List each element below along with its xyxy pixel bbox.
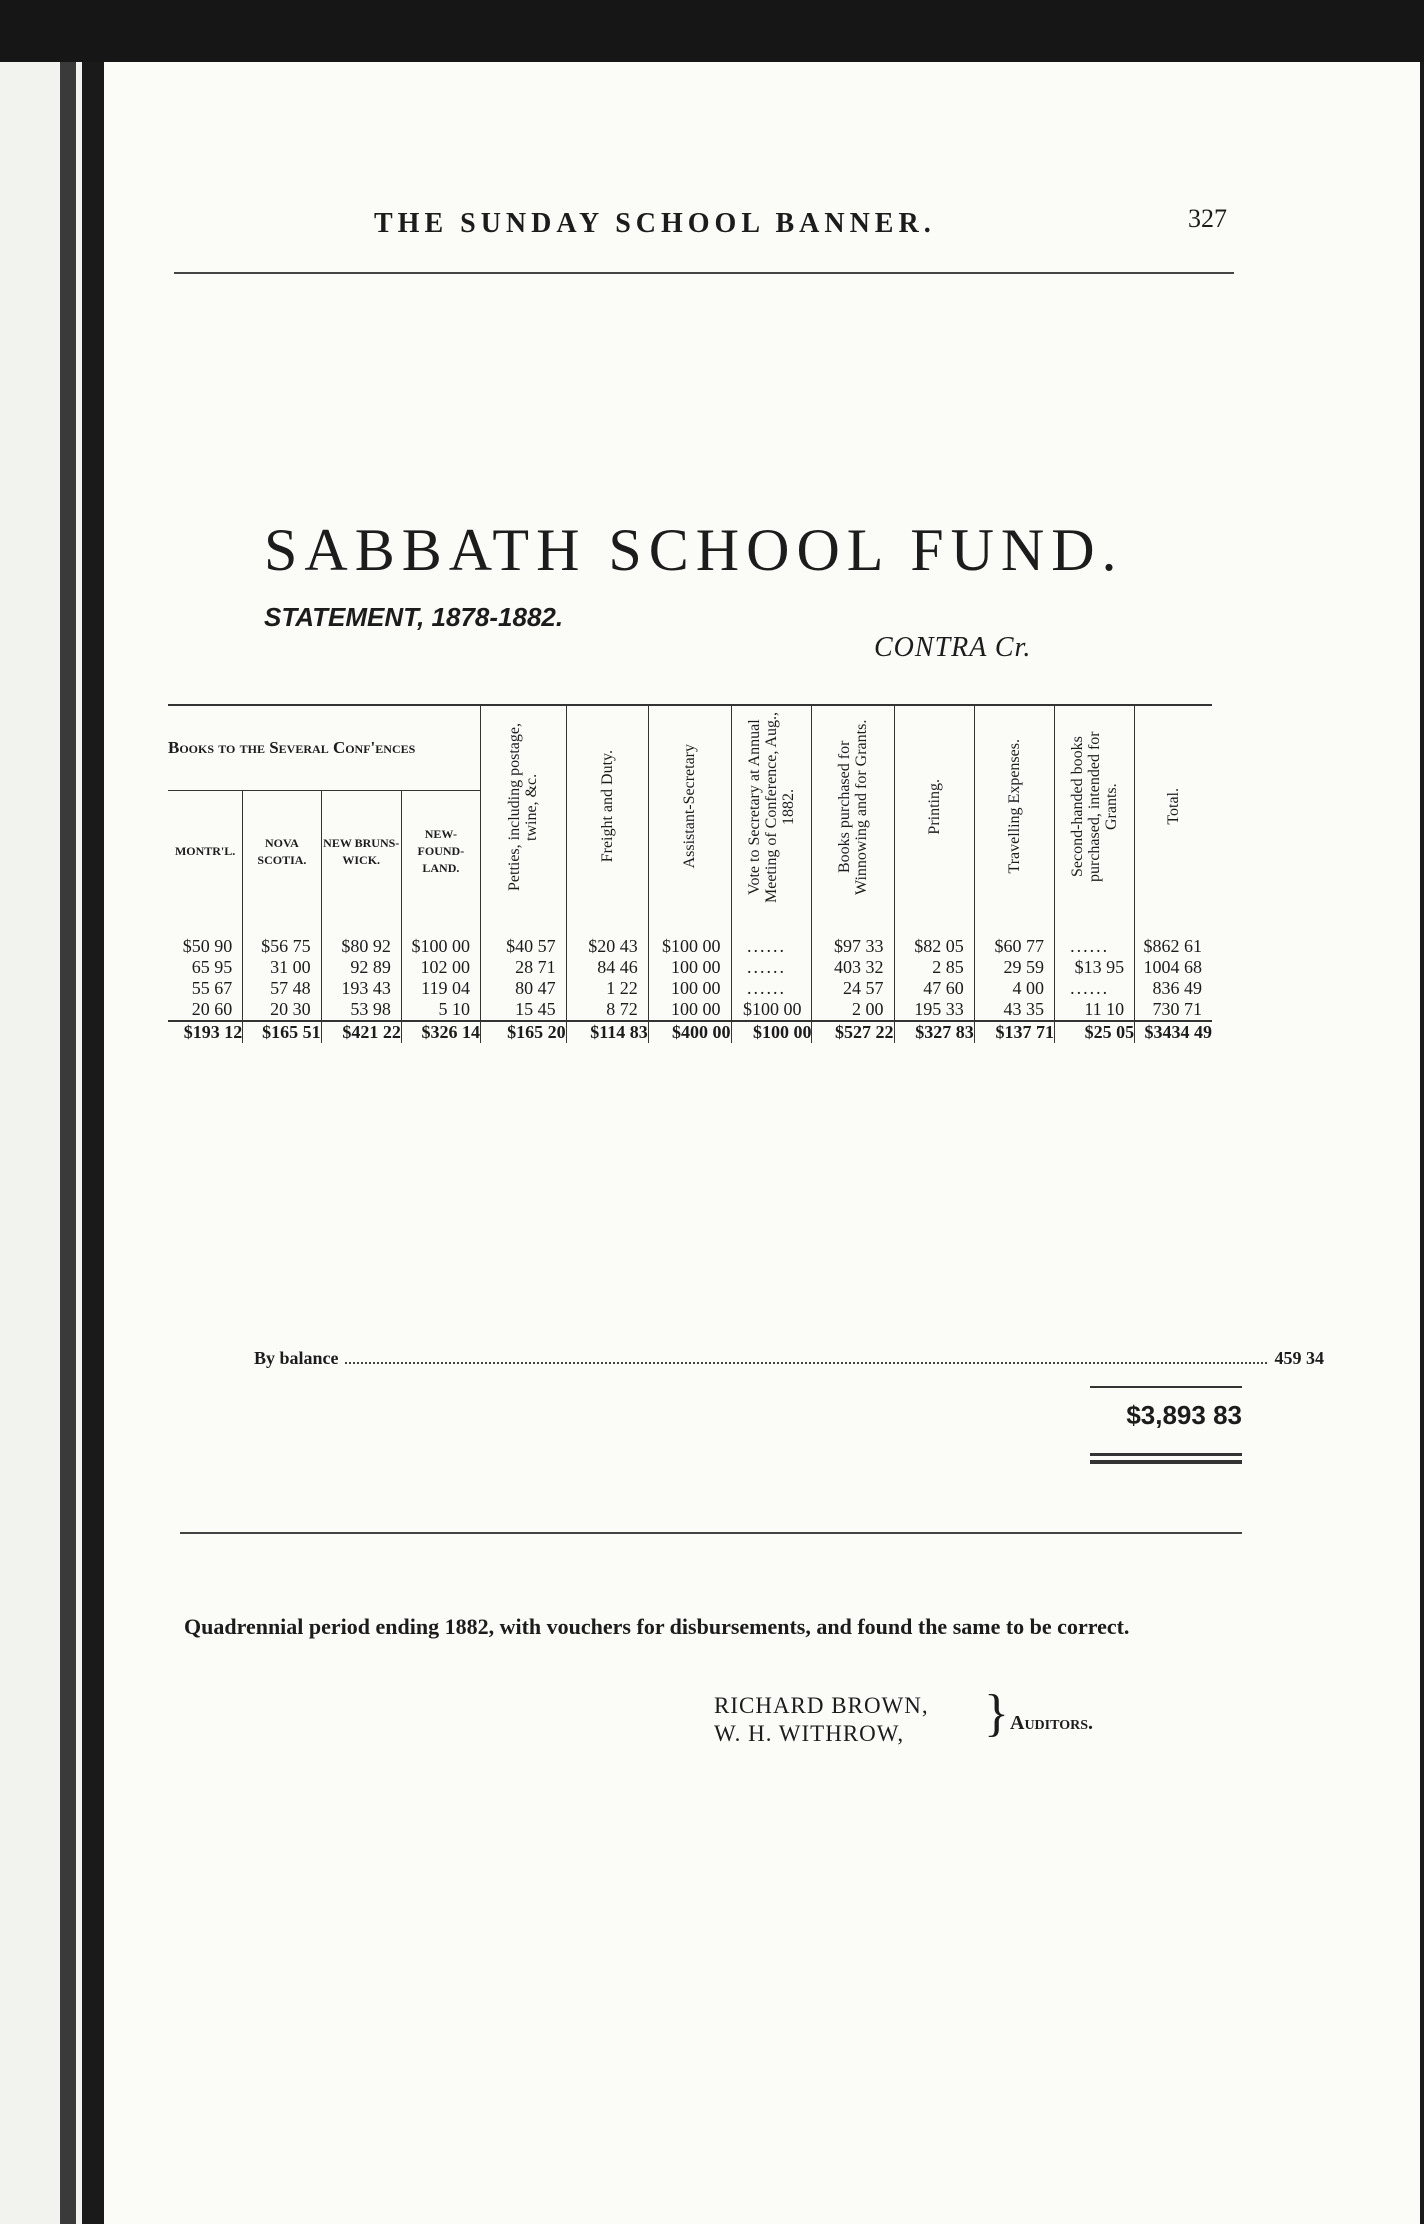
auditor-signatures	[714, 1692, 929, 1748]
contra-credit-label: CONTRA Cr.	[874, 632, 1032, 663]
table-cell: 29 59	[974, 957, 1054, 978]
balance-label: By balance	[254, 1348, 339, 1368]
table-cell: ......	[1054, 978, 1134, 999]
table-cell: $50 90	[182, 936, 233, 956]
page-number: 327	[1188, 204, 1227, 233]
column-header-second-handed-books: Second-handed books purchased, intended for Grants.	[1054, 705, 1134, 912]
running-head: THE SUNDAY SCHOOL BANNER.	[374, 208, 936, 239]
table-cell: $100 00	[648, 912, 731, 957]
table-cell: 2 00	[812, 999, 894, 1021]
table-row	[168, 957, 1212, 978]
table-cell: 15 45	[480, 999, 566, 1021]
table-cell: 8 72	[566, 999, 648, 1021]
scan-top-edge	[0, 0, 1424, 62]
total-cell: $100 00	[731, 1021, 812, 1043]
table-cell: 84 46	[566, 957, 648, 978]
total-cell: $114 83	[566, 1021, 648, 1043]
table-cell: 65 95	[191, 957, 233, 977]
table-cell: 100 00	[648, 978, 731, 999]
table-cell: $40 57	[480, 912, 566, 957]
document-page	[104, 62, 1420, 2224]
table-cell: $97 33	[812, 912, 894, 957]
footer-rule	[180, 1532, 1242, 1534]
table-cell: ......	[1054, 912, 1134, 957]
table-cell: 195 33	[894, 999, 974, 1021]
brace-glyph: }	[984, 1685, 1009, 1742]
table-cell: 92 89	[321, 957, 401, 978]
table-cell: 193 43	[321, 978, 401, 999]
table-cell: $13 95	[1054, 957, 1134, 978]
audit-statement: Quadrennial period ending 1882, with vouchers for disbursements, and found the same to be correct.	[184, 1614, 1130, 1639]
table-cell: 11 10	[1054, 999, 1134, 1021]
totals-row	[168, 1021, 1212, 1043]
table-cell: 730 71	[1135, 999, 1212, 1021]
fund-statement-table	[168, 704, 1212, 1043]
table-cell: $56 75	[243, 912, 321, 957]
book-binding	[60, 62, 76, 2224]
statement-subtitle: STATEMENT, 1878-1882.	[264, 602, 564, 632]
table-cell: 100 00	[648, 999, 731, 1021]
table-cell: $100 00	[401, 912, 480, 957]
table-cell: $20 43	[566, 912, 648, 957]
table-cell: $82 05	[894, 912, 974, 957]
total-cell: $327 83	[894, 1021, 974, 1043]
total-cell: $25 05	[1054, 1021, 1134, 1043]
column-header-new-brunswick: NEW BRUNS-WICK.	[321, 791, 401, 912]
column-header-travelling: Travelling Expenses.	[974, 705, 1054, 912]
table-cell: 403 32	[812, 957, 894, 978]
table-cell: $100 00	[731, 999, 812, 1021]
table-cell: 20 30	[243, 999, 321, 1021]
table-cell: 1 22	[566, 978, 648, 999]
dot-leader	[345, 1362, 1267, 1364]
table-cell: 31 00	[243, 957, 321, 978]
table-cell: 80 47	[480, 978, 566, 999]
table-row	[168, 912, 1212, 957]
column-header-vote-to-secretary: Vote to Secretary at Annual Meeting of Conference, Aug., 1882.	[731, 705, 812, 912]
page-title: SABBATH SCHOOL FUND.	[264, 517, 1124, 583]
table-cell: 5 10	[401, 999, 480, 1021]
sum-rule	[1090, 1386, 1242, 1388]
grand-total: $3,893 83	[1126, 1400, 1242, 1430]
column-header-printing: Printing.	[894, 705, 974, 912]
table-cell: 57 48	[243, 978, 321, 999]
table-cell: 2 85	[894, 957, 974, 978]
table-cell: 102 00	[401, 957, 480, 978]
column-header-newfoundland: NEW-FOUND-LAND.	[401, 791, 480, 912]
conferences-group-header: Books to the Several Conf'ences	[168, 705, 480, 791]
total-cell: $527 22	[812, 1021, 894, 1043]
table-cell: 28 71	[480, 957, 566, 978]
table-cell: $80 92	[321, 912, 401, 957]
table-cell: 100 00	[648, 957, 731, 978]
total-cell: $165 51	[243, 1021, 321, 1043]
column-header-petties: Petties, including postage, twine, &c.	[480, 705, 566, 912]
column-header-books-purchased: Books purchased for Winnowing and for Grants.	[812, 705, 894, 912]
total-cell: $326 14	[401, 1021, 480, 1043]
table-cell: 24 57	[812, 978, 894, 999]
table-cell: $60 77	[974, 912, 1054, 957]
table-cell: ......	[731, 978, 812, 999]
double-rule-bottom	[1090, 1460, 1242, 1464]
column-header-nova-scotia: NOVA SCOTIA.	[243, 791, 321, 912]
column-header-montreal: MONTR'L.	[174, 844, 236, 859]
table-cell: 53 98	[321, 999, 401, 1021]
total-cell: $165 20	[480, 1021, 566, 1043]
table-row	[168, 978, 1212, 999]
signatory-richard-brown: RICHARD BROWN,	[714, 1693, 929, 1718]
facing-page-margin	[0, 62, 82, 2224]
column-header-assistant-secretary: Assistant-Secretary	[648, 705, 731, 912]
header-rule	[174, 272, 1234, 274]
column-header-total: Total.	[1135, 705, 1212, 912]
table-cell: ......	[731, 912, 812, 957]
double-rule-top	[1090, 1453, 1242, 1456]
balance-line	[254, 1348, 1324, 1369]
total-cell: $137 71	[974, 1021, 1054, 1043]
table-row	[168, 999, 1212, 1021]
signatory-withrow: W. H. WITHROW,	[714, 1721, 905, 1746]
balance-amount: 459 34	[1274, 1348, 1324, 1368]
table-cell: 43 35	[974, 999, 1054, 1021]
table-cell: 20 60	[191, 999, 233, 1019]
table-body	[168, 912, 1212, 1021]
table-cell: 1004 68	[1135, 957, 1212, 978]
table-cell: 836 49	[1135, 978, 1212, 999]
table-cell: 55 67	[191, 978, 233, 998]
table-cell: 47 60	[894, 978, 974, 999]
table-cell: ......	[731, 957, 812, 978]
total-cell: $421 22	[321, 1021, 401, 1043]
table-cell: 119 04	[401, 978, 480, 999]
column-header-freight: Freight and Duty.	[566, 705, 648, 912]
auditors-label: Auditors.	[1010, 1712, 1093, 1734]
total-cell: $193 12	[168, 1021, 243, 1043]
total-cell: $3434 49	[1135, 1021, 1212, 1043]
table-cell: 4 00	[974, 978, 1054, 999]
table-cell: $862 61	[1135, 912, 1212, 957]
total-cell: $400 00	[648, 1021, 731, 1043]
